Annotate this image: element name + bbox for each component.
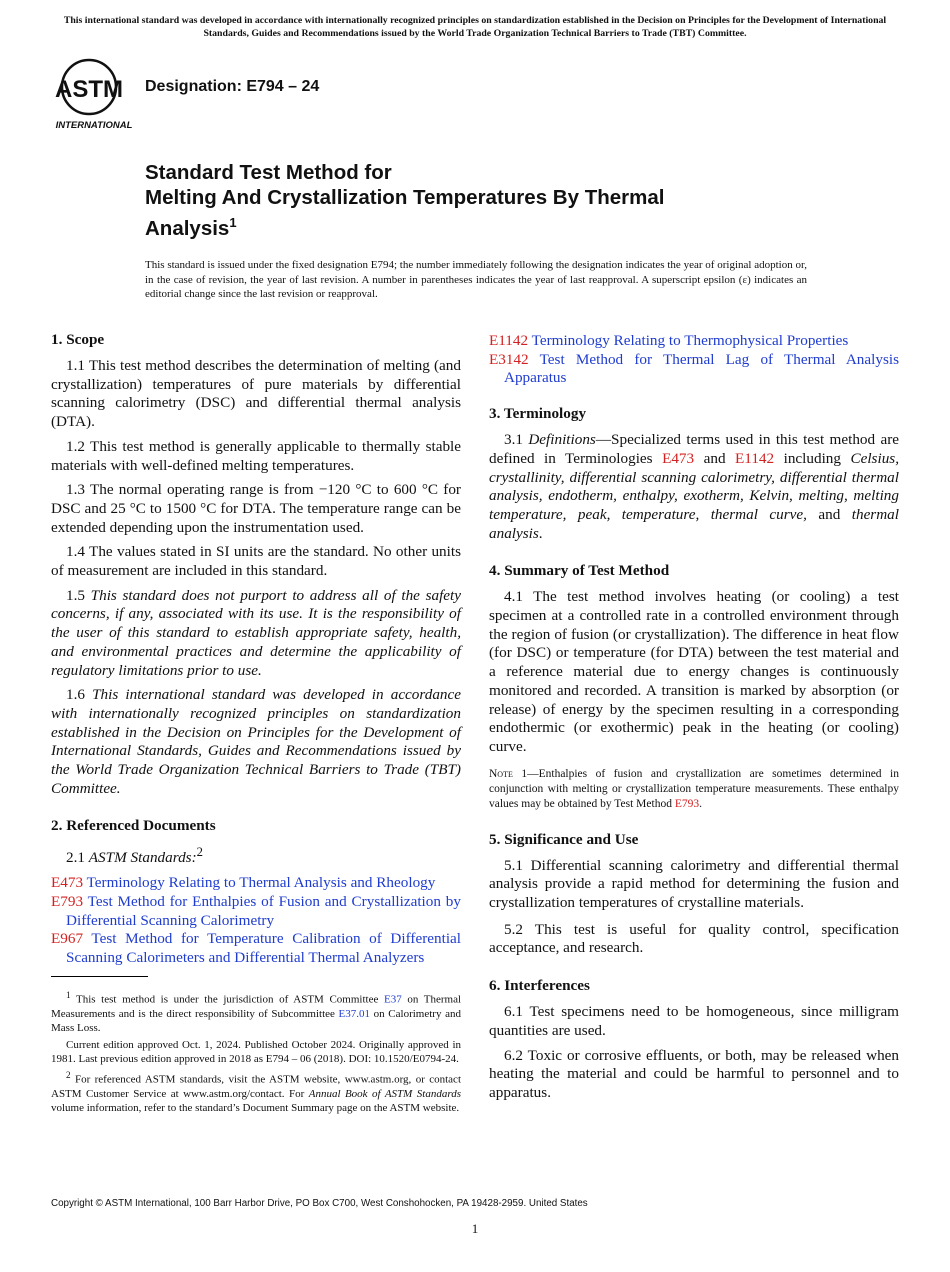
section-terminology (489, 404, 899, 543)
interferences-6-1: 6.1 Test specimens need to be homogeneous, since milligram quantities are used. (489, 1003, 899, 1039)
section-referenced-documents-cont (489, 332, 899, 388)
footnote-2-marker: 2 (66, 1070, 71, 1081)
scope-1-2: 1.2 This test method is generally applicable to thermally stable materials with well-defined melting temperatures. (51, 437, 461, 474)
terminology-heading: 3. Terminology (489, 405, 587, 423)
e473-link[interactable]: E473 (662, 449, 695, 467)
left-column (51, 330, 461, 968)
terminology-end: . (538, 524, 543, 542)
page-number: 1 (471, 1221, 479, 1236)
title-line-3 (145, 210, 825, 241)
definitions-label: Definitions (528, 431, 596, 449)
footnote-1-text-a: This test method is under the jurisdiction of ASTM Committee (70, 993, 384, 1006)
footnote-1 (51, 988, 461, 1036)
reference-code[interactable]: E793 (51, 892, 84, 910)
refs-sub-num: 2.1 (66, 849, 89, 867)
committee-e37-link[interactable]: E37 (383, 993, 402, 1006)
right-column (489, 332, 899, 1109)
terminology-terms: Celsius, crystallinity, differential scanning calorimetry, differential thermal analysis, endotherm, enthalpy, exotherm, Kelvin, melting, melting temperature, peak, temperature, thermal curve, (489, 449, 899, 523)
reference-code[interactable]: E3142 (489, 350, 529, 368)
footnote-2-italic: Annual Book of ASTM Standards (308, 1088, 461, 1101)
section-referenced-documents (51, 816, 461, 967)
note-1 (489, 767, 899, 812)
note-1-text: —Enthalpies of fusion and crystallization are sometimes determined in conjunction with melting or crystallization temperature measurements. These enthalpy values may be obtained by Test Method (489, 767, 899, 810)
significance-5-1: 5.1 Differential scanning calorimetry and differential thermal analysis provide a rapid method for determining the fusion and crystallization temperatures of crystalline materials. (489, 856, 899, 912)
footnotes (51, 988, 461, 1118)
interferences-heading: 6. Interferences (489, 977, 590, 995)
reference-code[interactable]: E473 (51, 874, 84, 892)
reference-code[interactable]: E967 (51, 930, 84, 948)
terminology-text-b: including (774, 449, 851, 467)
footnote-divider (51, 976, 148, 977)
footnote-2-text-a: For referenced ASTM standards, visit the ASTM website, www.astm.org, or contact ASTM Customer Service at www.astm.org/contact. For (51, 1073, 461, 1101)
document-title (145, 160, 825, 241)
title-line-3-text: Analysis (145, 216, 230, 240)
reference-title[interactable]: Test Method for Enthalpies of Fusion and Crystallization by Differential Scanning Calorimetry (66, 892, 461, 929)
significance-5-2: 5.2 This test is useful for quality control, specification acceptance, and research. (489, 920, 899, 957)
astm-standards-subheading (51, 843, 461, 868)
intl-standard-notice: This international standard was developed in accordance with internationally recognized principles on standardization established in the Decision on Principles for the Development of International Standards, Guides and Recommendations issued by the World Trade Organization Technical Barriers to Trade (TBT) Committee. (63, 15, 887, 39)
logo-text-international: INTERNATIONAL (55, 120, 133, 131)
astm-international-logo-icon (53, 55, 135, 131)
section-summary (489, 561, 899, 811)
reference-title[interactable]: Test Method for Thermal Lag of Thermal Analysis Apparatus (504, 350, 899, 387)
terminology-text-a: —Specialized terms used in this test method are defined in Terminologies (489, 431, 899, 467)
scope-1-1: 1.1 This test method describes the determination of melting (and crystallization) temperatures of pure materials by differential scanning calorimetry (DSC) and differential thermal analysis (DTA). (51, 357, 461, 431)
scope-1-6-num: 1.6 (66, 686, 93, 704)
reference-item[interactable] (51, 893, 461, 930)
terminology-3-1 (489, 431, 899, 543)
note-1-end: . (699, 797, 702, 810)
section-significance (489, 830, 899, 959)
scope-1-4: 1.4 The values stated in SI units are the standard. No other units of measurement are included in this standard. (51, 543, 461, 580)
copyright: Copyright © ASTM International, 100 Barr Harbor Drive, PO Box C700, West Conshohocken, PA 19428-2959. United States (51, 1198, 588, 1209)
designation: Designation: E794 – 24 (145, 78, 320, 95)
scope-1-6-text: This international standard was developed in accordance with internationally recognized principles on standardization established in the Decision on Principles for the Development of International Standards, Guides and Recommendations issued by the World Trade Organization Technical Barriers to Trade (TBT) Committee. (51, 686, 462, 797)
terminology-tail-and: and (806, 505, 852, 523)
footnote-2 (51, 1068, 461, 1116)
reference-title[interactable]: Terminology Relating to Thermal Analysis and Rheology (86, 874, 436, 892)
title-line-1: Standard Test Method for (145, 161, 392, 184)
section-interferences (489, 976, 899, 1103)
title-footnote-ref[interactable]: 1 (229, 215, 237, 230)
terminology-last-term: thermal analysis (489, 505, 899, 542)
title-line-2: Melting And Crystallization Temperatures By Thermal (145, 186, 665, 209)
scope-1-5 (51, 587, 461, 681)
summary-4-1: 4.1 The test method involves heating (or cooling) a test specimen at a controlled rate in a controlled environment through the region of fusion (or crystallization). The difference in heat flow (for DSC) or temperature (for DTA) between the test material and a reference material due to energy changes is continuously monitored and recorded. A transition is marked by absorption (or release) of energy by the specimen resulting in a corresponding endothermic (or exothermic) peak in the heating (or cooling) curve. (489, 588, 899, 755)
logo-text-astm: ASTM (55, 76, 123, 103)
refs-sub-text: ASTM Standards: (88, 849, 197, 867)
reference-title[interactable]: Terminology Relating to Thermophysical Properties (531, 332, 849, 349)
terminology-num: 3.1 (504, 431, 529, 449)
referenced-documents-heading: 2. Referenced Documents (51, 817, 216, 835)
summary-heading: 4. Summary of Test Method (489, 562, 670, 580)
footnote-1-text-b: on Thermal Measurements and is the direct responsibility of Subcommittee (51, 993, 462, 1020)
reference-item[interactable] (489, 332, 899, 351)
scope-1-5-num: 1.5 (66, 586, 91, 604)
scope-1-6 (51, 686, 461, 798)
subcommittee-e37-01-link[interactable]: E37.01 (338, 1007, 371, 1020)
e793-link[interactable]: E793 (674, 797, 700, 810)
reference-item[interactable] (51, 930, 461, 967)
reference-title[interactable]: Test Method for Temperature Calibration of Differential Scanning Calorimeters and Differential Thermal Analyzers (66, 930, 461, 967)
refs-footnote-ref[interactable]: 2 (196, 845, 203, 860)
note-1-label: Note 1 (489, 767, 528, 780)
terminology-and: and (694, 449, 736, 467)
footnote-1-text-c: on Calorimetry and Mass Loss. (51, 1007, 461, 1035)
section-scope (51, 330, 461, 798)
significance-heading: 5. Significance and Use (489, 830, 639, 848)
scope-1-5-text: This standard does not purport to address all of the safety concerns, if any, associated with its use. It is the responsibility of the user of this standard to establish appropriate safety, health, and environmental practices and determine the applicability of regulatory limitations prior to use. (51, 586, 462, 679)
footnote-1-marker: 1 (66, 990, 71, 1000)
reference-code[interactable]: E1142 (489, 332, 529, 349)
footnote-edition: Current edition approved Oct. 1, 2024. Published October 2024. Originally approved in 1981. Last previous edition approved in 2018 as E794 – 06 (2018). DOI: 10.1520/E0794-24. (51, 1038, 461, 1065)
footnote-2-text-b: volume information, refer to the standard’s Document Summary page on the ASTM website. (51, 1102, 460, 1115)
interferences-6-2: 6.2 Toxic or corrosive effluents, or both, may be released when heating the material and could be harmful to personnel and to apparatus. (489, 1046, 899, 1101)
scope-1-3: 1.3 The normal operating range is from −120 °C to 600 °C for DSC and 25 °C to 1500 °C for DTA. The temperature range can be extended depending upon the instrumentation used. (51, 481, 461, 536)
e1142-link[interactable]: E1142 (735, 449, 775, 467)
issuance-statement: This standard is issued under the fixed designation E794; the number immediately following the designation indicates the year of original adoption or, in the case of revision, the year of last revision. A number in parentheses indicates the year of last reapproval. A superscript epsilon (ε) indicates an editorial change since the last revision or reapproval. (145, 259, 807, 300)
scope-heading: 1. Scope (51, 331, 105, 348)
reference-item[interactable] (489, 351, 899, 388)
reference-item[interactable] (51, 874, 461, 893)
